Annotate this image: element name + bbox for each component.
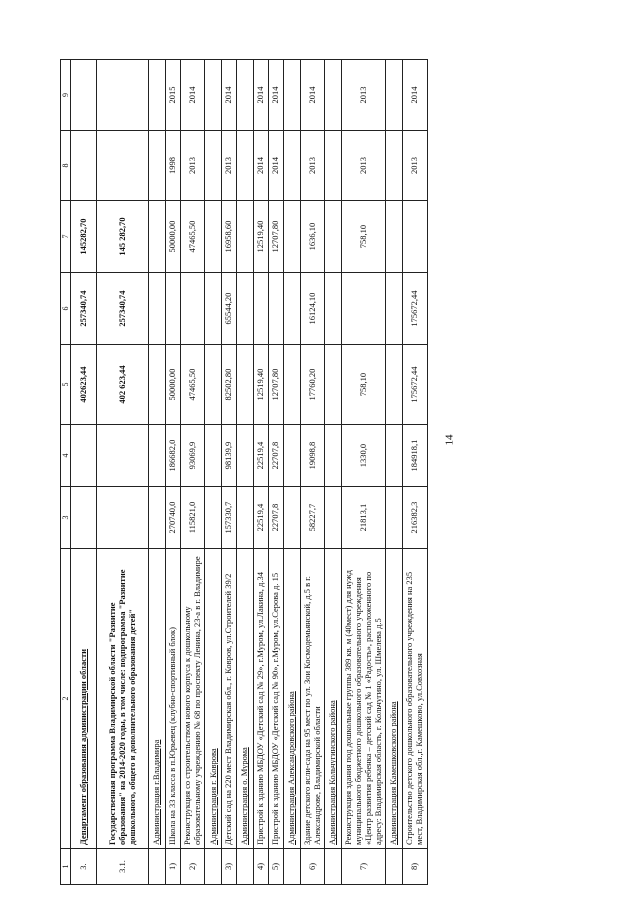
header-cell: 7 <box>61 201 71 273</box>
objects-table <box>60 59 428 885</box>
cell <box>237 131 254 201</box>
value-cell: 21813,1 <box>342 487 386 549</box>
cell <box>386 273 403 345</box>
value-cell: 58227,7 <box>300 487 325 549</box>
object-row <box>300 60 325 885</box>
object-name: Здание детского ясли-сада на 95 мест по ул. Зои Космодемьянской, д.5 в г. Александрове, Владимирской области <box>300 549 325 849</box>
object-name: Детский сад на 220 мест Владимирская обл., г. Ковров, ул.Строителей 39/2 <box>222 549 237 849</box>
object-name: Школа на 33 класса в п.Юрьевец (клубно-спортивный блок) <box>166 549 181 849</box>
row-number: 6) <box>300 849 325 885</box>
object-name: Пристрой к зданию МБДОУ «Детский сад № 29», г.Муром, ул.Лакина, д.34 <box>254 549 269 849</box>
cell <box>237 273 254 345</box>
value-cell: 1998 <box>166 131 181 201</box>
cell <box>97 425 149 487</box>
value-cell: 12519,40 <box>254 201 269 273</box>
header-cell: 9 <box>61 60 71 131</box>
section-title-row <box>205 60 222 885</box>
cell <box>325 131 342 201</box>
value-cell: 12707,80 <box>269 345 284 425</box>
cell: 257340,74 <box>97 273 149 345</box>
value-cell <box>180 273 205 345</box>
header-cell: 3 <box>61 487 71 549</box>
value-cell: 16958,60 <box>222 201 237 273</box>
header-cell: 4 <box>61 425 71 487</box>
value-cell: 157330,7 <box>222 487 237 549</box>
cell <box>149 849 166 885</box>
cell: 402623,44 <box>71 345 97 425</box>
value-cell: 22519,4 <box>254 487 269 549</box>
value-cell: 1330,0 <box>342 425 386 487</box>
value-cell: 2014 <box>300 60 325 131</box>
row-number: 8) <box>403 849 428 885</box>
value-cell: 47465,50 <box>180 201 205 273</box>
department-name: Департамент образования администрации области <box>71 549 97 849</box>
section-title-row <box>283 60 300 885</box>
object-row <box>222 60 237 885</box>
cell <box>386 487 403 549</box>
cell <box>386 60 403 131</box>
object-name: Реконструкция со строительством нового корпуса к дошкольному образовательному учреждению № 68 по проспекту Ленина, 23-а в г. Владимире <box>180 549 205 849</box>
value-cell: 2013 <box>403 131 428 201</box>
cell: 257340,74 <box>71 273 97 345</box>
cell <box>97 487 149 549</box>
cell <box>325 849 342 885</box>
value-cell: 2014 <box>222 60 237 131</box>
cell <box>386 131 403 201</box>
cell <box>325 60 342 131</box>
cell <box>283 60 300 131</box>
row-number: 1) <box>166 849 181 885</box>
value-cell: 65544,20 <box>222 273 237 345</box>
section-title: Администрация г.Владимира <box>149 549 166 849</box>
value-cell: 2014 <box>269 131 284 201</box>
row-number: 2) <box>180 849 205 885</box>
value-cell: 17760,20 <box>300 345 325 425</box>
value-cell: 2014 <box>254 131 269 201</box>
cell <box>325 345 342 425</box>
cell <box>283 201 300 273</box>
value-cell: 50000,00 <box>166 345 181 425</box>
value-cell <box>342 273 386 345</box>
value-cell: 2013 <box>300 131 325 201</box>
cell <box>237 345 254 425</box>
cell <box>149 425 166 487</box>
section-title: Администрация г. Коврова <box>205 549 222 849</box>
object-row <box>342 60 386 885</box>
object-row <box>403 60 428 885</box>
cell <box>386 849 403 885</box>
section-title-row <box>237 60 254 885</box>
cell <box>237 425 254 487</box>
cell <box>71 425 97 487</box>
groups-body <box>149 60 428 885</box>
value-cell: 2014 <box>254 60 269 131</box>
value-cell: 2013 <box>342 60 386 131</box>
section-title: Администрация о. Мурома <box>237 549 254 849</box>
value-cell: 758,10 <box>342 201 386 273</box>
cell <box>283 425 300 487</box>
header-cell: 8 <box>61 131 71 201</box>
cell: 145 282,70 <box>97 201 149 273</box>
value-cell: 216382,3 <box>403 487 428 549</box>
value-cell: 175672,44 <box>403 345 428 425</box>
value-cell: 47465,50 <box>180 345 205 425</box>
department-row <box>71 60 97 885</box>
row-number: 3.1. <box>97 849 149 885</box>
value-cell: 22707,8 <box>269 487 284 549</box>
cell <box>149 201 166 273</box>
value-cell: 2013 <box>342 131 386 201</box>
value-cell: 115821,0 <box>180 487 205 549</box>
row-number: 3) <box>222 849 237 885</box>
cell <box>386 201 403 273</box>
object-row <box>166 60 181 885</box>
header-cell: 5 <box>61 345 71 425</box>
header-cell: 1 <box>61 849 71 885</box>
cell <box>149 345 166 425</box>
value-cell: 16124,10 <box>300 273 325 345</box>
section-title: Администрация Александровского района <box>283 549 300 849</box>
cell <box>149 60 166 131</box>
cell <box>283 345 300 425</box>
row-number: 4) <box>254 849 269 885</box>
cell <box>205 849 222 885</box>
cell: 402 623,44 <box>97 345 149 425</box>
value-cell: 1636,10 <box>300 201 325 273</box>
value-cell: 93069,9 <box>180 425 205 487</box>
value-cell: 186682,0 <box>166 425 181 487</box>
cell <box>149 487 166 549</box>
cell <box>149 273 166 345</box>
value-cell: 184918,1 <box>403 425 428 487</box>
object-name: Реконструкция здания под дошкольные группы 389 кв. м (40мест) для нужд муниципального бюджетного дошкольного образовательного учреждения «Центр развития ребенка – детский сад № 1 «Радость», расположенного по адресу: Владимирская область, г. Кольчугино, ул. Шмелева д.5 <box>342 549 386 849</box>
cell <box>237 201 254 273</box>
cell <box>325 201 342 273</box>
cell <box>71 60 97 131</box>
cell <box>283 131 300 201</box>
cell <box>325 425 342 487</box>
header-cell: 6 <box>61 273 71 345</box>
cell <box>237 849 254 885</box>
value-cell: 2013 <box>180 131 205 201</box>
value-cell: 22707,8 <box>269 425 284 487</box>
cell <box>325 487 342 549</box>
section-title-row <box>149 60 166 885</box>
value-cell <box>166 273 181 345</box>
program-name: Государственная программа Владимирской области "Развитие образования" на 2014-2020 годы, в том числе: подпрограмма "Развитие дошкольного, общего и дополнительного образования детей" <box>97 549 149 849</box>
value-cell <box>269 273 284 345</box>
cell <box>205 487 222 549</box>
value-cell: 82502,80 <box>222 345 237 425</box>
value-cell: 2014 <box>403 60 428 131</box>
value-cell: 175672,44 <box>403 273 428 345</box>
value-cell: 22519,4 <box>254 425 269 487</box>
value-cell: 12707,80 <box>269 201 284 273</box>
cell <box>205 425 222 487</box>
section-title-row <box>386 60 403 885</box>
cell <box>283 273 300 345</box>
cell <box>205 60 222 131</box>
value-cell: 98139,9 <box>222 425 237 487</box>
cell <box>205 345 222 425</box>
cell <box>325 273 342 345</box>
object-name: Строительство детского дошкольного образовательного учреждения на 235 мест, Владимирская обл.,г. Камешково, ул.Совхозная <box>403 549 428 849</box>
rotated-table-container <box>60 60 620 885</box>
cell <box>205 131 222 201</box>
header-cell: 2 <box>61 549 71 849</box>
value-cell: 19098,8 <box>300 425 325 487</box>
cell <box>283 849 300 885</box>
section-title-row <box>325 60 342 885</box>
cell <box>237 487 254 549</box>
row-number: 5) <box>269 849 284 885</box>
value-cell: 2013 <box>222 131 237 201</box>
value-cell: 2014 <box>269 60 284 131</box>
value-cell: 2015 <box>166 60 181 131</box>
program-row <box>97 60 149 885</box>
object-row <box>254 60 269 885</box>
cell <box>237 60 254 131</box>
value-cell <box>403 201 428 273</box>
value-cell: 270740,0 <box>166 487 181 549</box>
cell: 145282,70 <box>71 201 97 273</box>
cell <box>97 60 149 131</box>
value-cell: 50000,00 <box>166 201 181 273</box>
header-row <box>61 60 71 885</box>
cell <box>386 345 403 425</box>
cell <box>71 487 97 549</box>
object-row <box>269 60 284 885</box>
cell <box>283 487 300 549</box>
object-name: Пристрой к зданию МБДОУ «Детский сад № 90», г.Муром, ул.Серова д. 15 <box>269 549 284 849</box>
cell <box>71 131 97 201</box>
value-cell: 2014 <box>180 60 205 131</box>
cell <box>386 425 403 487</box>
row-number: 3. <box>71 849 97 885</box>
cell <box>149 131 166 201</box>
value-cell <box>254 273 269 345</box>
cell <box>205 201 222 273</box>
row-number: 7) <box>342 849 386 885</box>
cell <box>205 273 222 345</box>
section-title: Администрация Кольчугинского района <box>325 549 342 849</box>
page-number: 14 <box>443 434 456 446</box>
section-title: Администрация Камешковского района <box>386 549 403 849</box>
value-cell: 758,10 <box>342 345 386 425</box>
cell <box>97 131 149 201</box>
object-row <box>180 60 205 885</box>
value-cell: 12519,40 <box>254 345 269 425</box>
